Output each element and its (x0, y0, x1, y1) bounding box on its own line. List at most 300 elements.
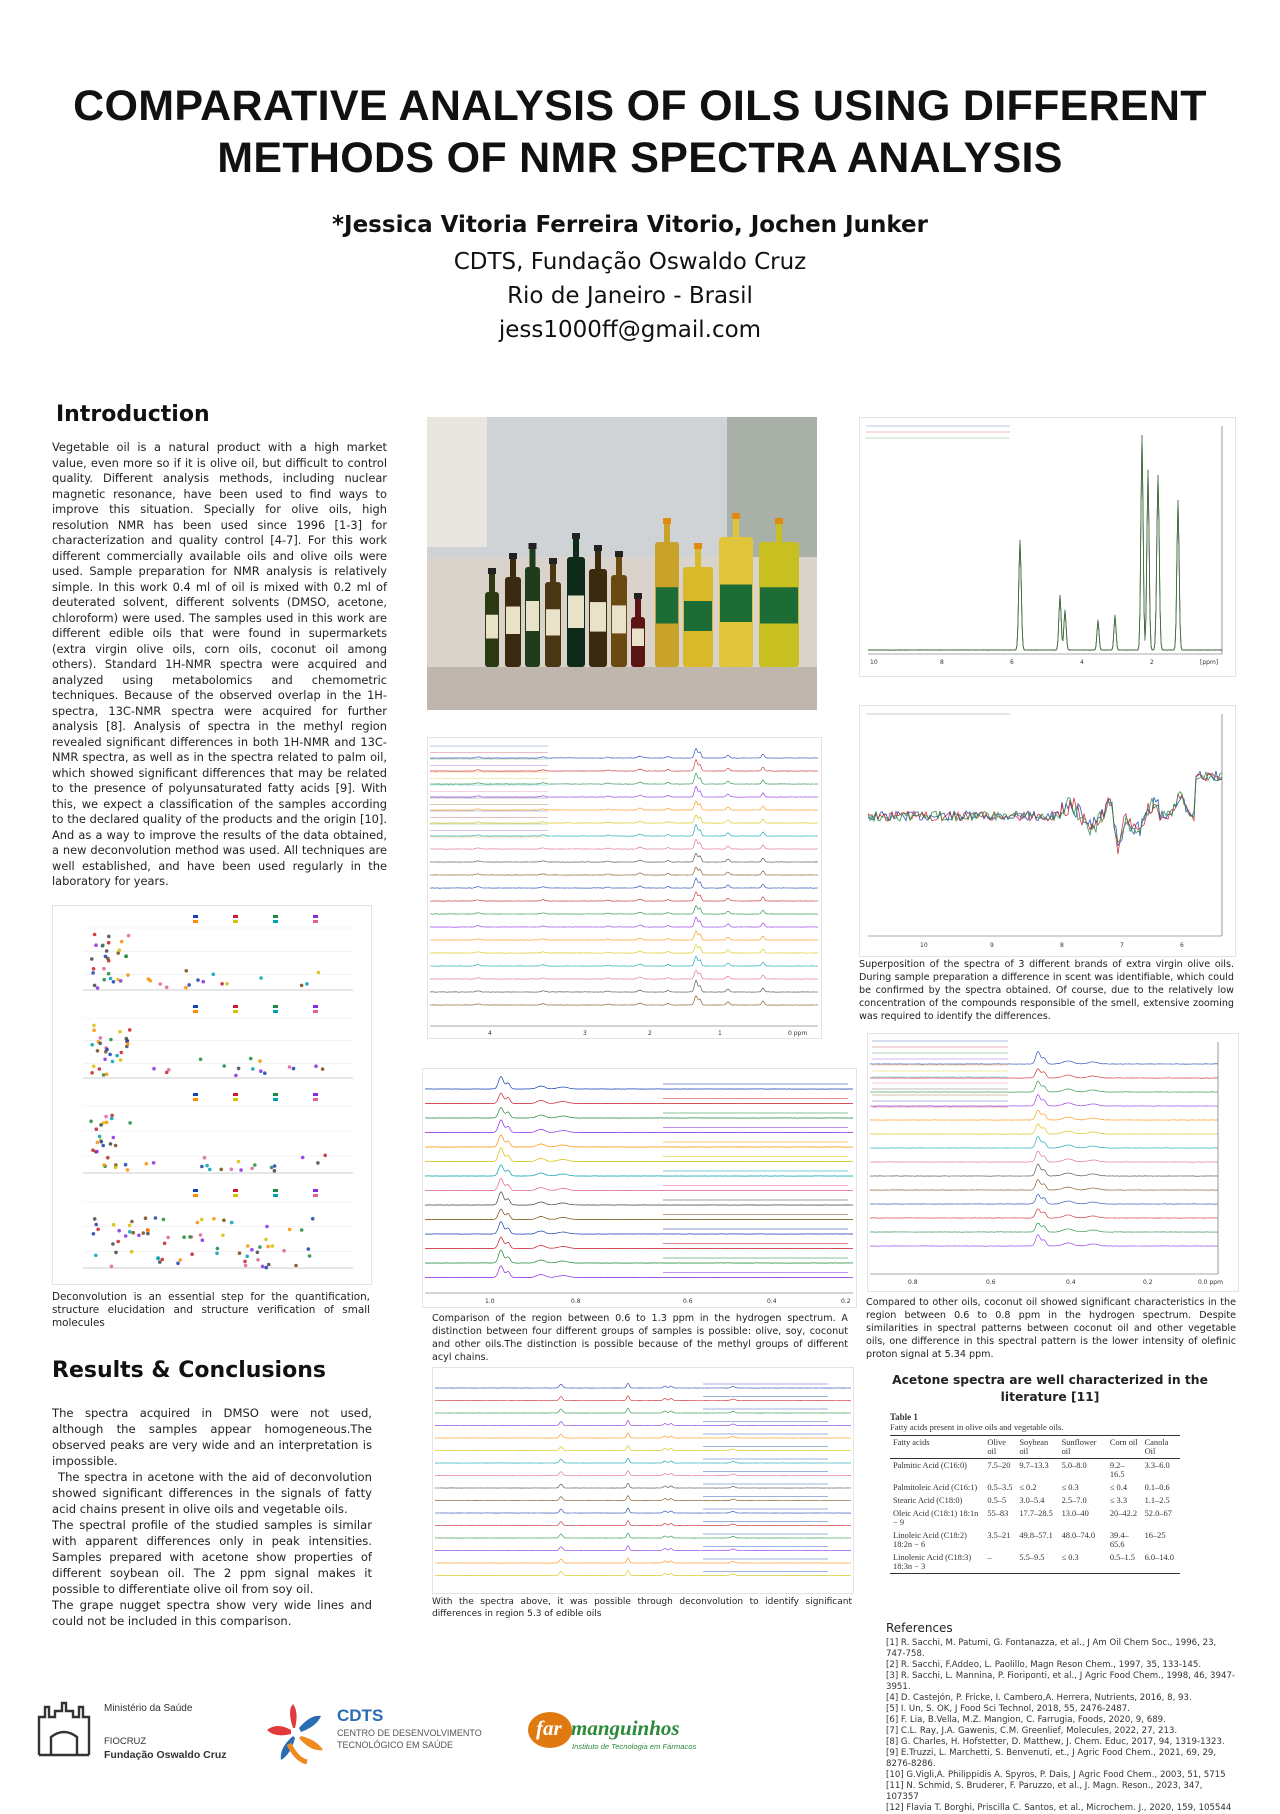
deconvolution-point (190, 1252, 194, 1256)
deconvolution-point (185, 969, 189, 973)
deconvolution-point (323, 1154, 327, 1158)
results-paragraph-1: The spectra acquired in DMSO were not used, although the samples appear homogeneous.The observed peaks are very wide and an interpretation is impossible. (52, 1406, 372, 1468)
deconvolution-point (114, 1166, 118, 1170)
ppm-tick-label: 0.6 (683, 1298, 693, 1305)
bottle-cap (775, 518, 783, 524)
bottle-label (568, 596, 584, 629)
table-cell: 5.0–8.0 (1061, 1461, 1087, 1470)
deconvolution-point (314, 1064, 318, 1068)
legend-swatch (233, 920, 238, 923)
deconvolution-point (178, 1258, 182, 1262)
deconvolution-point (116, 1240, 120, 1244)
legend-swatch (193, 1189, 198, 1192)
farmanguinhos-name: manguinhos (571, 1716, 680, 1740)
ppm-tick-label: 0.2 (841, 1298, 851, 1305)
deconvolution-point (162, 1218, 166, 1222)
region53-plot (433, 1368, 853, 1593)
ppm-tick-label: 0.2 (1143, 1279, 1153, 1286)
methyl-region-figure (422, 1068, 857, 1308)
coconut-trace (870, 1124, 1218, 1135)
deconvolution-point (108, 1053, 112, 1057)
deconvolution-point (102, 978, 106, 982)
coconut-trace (870, 1051, 1218, 1064)
deconvolution-point (203, 1156, 207, 1160)
table-cell: 17.7–28.5 (1019, 1509, 1053, 1518)
legend-swatch (273, 1098, 278, 1101)
results-paragraph-4: The grape nugget spectra show very wide lines and could not be included in this comparison. (52, 1598, 372, 1628)
reference-item: [5] I. Un, S. OK, J Food Sci Technol, 2018, 55, 2476-2487. (886, 1704, 1130, 1714)
deconvolution-point (102, 1073, 106, 1077)
results-paragraph-2: The spectra in acetone with the aid of deconvolution showed significant differences in the signals of fatty acid chains present in olive oils and vegetable oils. (52, 1470, 372, 1516)
contact-email: jess1000ff@gmail.com (498, 317, 762, 343)
bottle-cap (572, 533, 580, 539)
deconvolution-point (137, 1234, 141, 1238)
table-cell: 39.4–65.6 (1109, 1531, 1129, 1549)
region53-figure (432, 1367, 854, 1594)
cdts-label: CDTS (337, 1706, 384, 1725)
table-header-cell: Soybean oil (1016, 1436, 1058, 1459)
methyl-trace (425, 1192, 853, 1205)
deconvolution-point (114, 1144, 118, 1148)
deconvolution-point (321, 1067, 325, 1071)
deconvolution-point (144, 1216, 148, 1220)
legend-swatch (273, 1189, 278, 1192)
deconvolution-point (115, 1054, 119, 1058)
table-cell: 9.2–16.5 (1109, 1461, 1125, 1479)
reference-item: [3] R. Sacchi, L. Mannina, P. Fioriponti, et al., J Agric Food Chem., 1998, 46, 3947-3951. (886, 1671, 1236, 1692)
legend-swatch (193, 1005, 198, 1008)
deconvolution-point (120, 940, 124, 944)
methyl-trace (425, 1237, 853, 1249)
ppm-tick-label: 8 (1060, 942, 1064, 949)
deconvolution-point (119, 1058, 123, 1062)
coconut-trace (870, 1180, 1218, 1191)
deconvolution-point (249, 1057, 253, 1061)
table-cell: 0.5–3.5 (987, 1483, 1013, 1492)
full-spectrum-trace (868, 435, 1222, 650)
deconvolution-point (98, 1135, 102, 1139)
deconvolution-point (202, 980, 206, 984)
zoomed-spectrum-trace (868, 772, 1222, 842)
spectrum-trace (430, 945, 818, 954)
region53-caption: With the spectra above, it was possible through deconvolution to identify significant differences in region 5.3 of edible oils (432, 1597, 852, 1619)
table-cell: Palmitic Acid (C16:0) (893, 1461, 967, 1470)
deconvolution-point (128, 1224, 132, 1228)
deconvolution-point (94, 943, 98, 947)
deconvolution-point (222, 1218, 226, 1222)
table-cell: 2.5–7.0 (1061, 1496, 1087, 1505)
legend-swatch (233, 1189, 238, 1192)
results-paragraph-3: The spectral profile of the studied samples is similar with apparent differences only in peak intensities. Samples prepared with acetone show properties of different soybean oil. The 2 ppm signal makes it possible to differentiate olive oil from soy oil. (52, 1518, 372, 1596)
deconvolution-point (256, 1258, 260, 1262)
legend-swatch (313, 920, 318, 923)
table-cell: – (984, 1551, 1016, 1574)
spectrum-trace (430, 931, 818, 940)
deconvolution-point (119, 979, 123, 983)
deconvolution-point (263, 1071, 267, 1075)
title-line-1: COMPARATIVE ANALYSIS OF OILS USING DIFFERENT (73, 82, 1207, 130)
deconvolution-point (215, 1252, 219, 1256)
deconvolution-point (300, 1228, 304, 1232)
deconvolution-point (165, 986, 169, 990)
legend-swatch (313, 1093, 318, 1096)
deconvolution-point (230, 1221, 234, 1225)
table-header-cell: Sunflower oil (1059, 1436, 1107, 1459)
deconvolution-point (149, 979, 153, 983)
coconut-figure (867, 1033, 1239, 1292)
full-spectrum-plot (860, 418, 1235, 676)
bottle-cap (549, 558, 557, 564)
fiocruz-castle-icon (36, 1699, 92, 1757)
deconvolution-point (96, 1049, 100, 1053)
deconvolution-point (156, 1257, 160, 1261)
bottle-neck (530, 547, 536, 569)
table-cell: ≤ 0.3 (1059, 1551, 1107, 1574)
bottle-cap (529, 543, 537, 549)
table-title: Table 1 (890, 1412, 918, 1422)
table-row (890, 1459, 1180, 1482)
legend-swatch (313, 1189, 318, 1192)
legend-swatch (273, 1194, 278, 1197)
deconvolution-point (219, 1168, 223, 1172)
deconvolution-point (311, 1217, 315, 1221)
deconvolution-point (107, 972, 111, 976)
bottle-label (684, 601, 712, 631)
coconut-caption: Compared to other oils, coconut oil showed significant characteristics in the region between 0.6 to 0.8 ppm in the hydrogen spectrum. Despite similarities in spectral patterns between coconut oil and other vegetable oils, one difference in this spectral pattern is the lower intensity of olefinic proton signal at 5.34 ppm. (866, 1297, 1236, 1360)
methyl-trace (425, 1266, 853, 1278)
deconvolution-point (205, 1164, 209, 1168)
deconvolution-point (199, 1058, 203, 1062)
bottle-neck (510, 557, 516, 579)
methyl-trace (425, 1076, 853, 1089)
deconvolution-point (124, 1234, 128, 1238)
table-row (890, 1481, 1180, 1494)
methyl-trace (425, 1250, 853, 1263)
deconvolution-point (112, 1136, 116, 1140)
bottle-neck (550, 562, 556, 584)
table-cell: 20–42.2 (1109, 1509, 1138, 1518)
zoomed-superposition-figure (859, 705, 1236, 957)
deconvolution-caption: Deconvolution is an essential step for the quantification, structure elucidation and structure verification of small molecules (52, 1291, 370, 1329)
location: Rio de Janeiro - Brasil (507, 283, 753, 309)
deconvolution-point (91, 971, 95, 975)
table-cell: ≤ 3.3 (1109, 1496, 1128, 1505)
deconvolution-point (95, 1127, 99, 1131)
table-cell: 3.5–21 (987, 1531, 1011, 1540)
deconvolution-point (258, 1059, 262, 1063)
deconvolution-point (288, 1065, 292, 1069)
table-cell: ≤ 0.3 (1061, 1483, 1079, 1492)
coconut-trace (870, 1110, 1218, 1120)
table-cell: 6.0–14.0 (1142, 1551, 1180, 1574)
spectrum-trace (430, 980, 818, 992)
deconvolution-point (187, 983, 191, 987)
table-header-cell: Corn oil (1107, 1436, 1142, 1459)
bottle-label (506, 607, 520, 635)
table-caption: Fatty acids present in olive oils and vegetable oils. (890, 1422, 1064, 1432)
bottle-cap (509, 553, 517, 559)
oil-bottles-photo (427, 417, 817, 710)
reference-item: [9] E.Truzzi, L. Marchetti, S. Benvenuti, et., J Agric Food Chem., 2021, 69, 29, 8276-8286. (886, 1748, 1217, 1769)
deconvolution-point (112, 980, 116, 984)
legend-swatch (273, 915, 278, 918)
deconvolution-point (237, 1067, 241, 1071)
deconvolution-point (163, 1242, 167, 1246)
coconut-trace (870, 1194, 1218, 1204)
deconvolution-plots (53, 906, 371, 1284)
deconvolution-point (251, 1067, 255, 1071)
spectrum-trace (430, 878, 818, 888)
results-text (52, 1405, 372, 1629)
deconvolution-point (106, 1156, 110, 1160)
deconvolution-point (109, 1142, 113, 1146)
deconvolution-point (239, 1168, 243, 1172)
methyl-trace (425, 1135, 853, 1147)
reference-item: [7] C.L. Ray, J.A. Gawenis, C.M. Greenlief, Molecules, 2022, 27, 213. (886, 1726, 1178, 1736)
deconvolution-point (292, 1067, 296, 1071)
legend-swatch (233, 1098, 238, 1101)
legend-swatch (273, 920, 278, 923)
deconvolution-point (100, 1140, 104, 1144)
legend-swatch (273, 1005, 278, 1008)
coconut-trace (870, 1081, 1218, 1092)
deconvolution-point (265, 1225, 269, 1229)
deconvolution-figure (52, 905, 372, 1285)
reference-item: [6] F. Lia, B.Vella, M.Z. Mangion, C. Farrugia, Foods, 2020, 9, 689. (886, 1715, 1166, 1725)
table-cell: 0.5–5 (987, 1496, 1007, 1505)
cdts-flower-icon (263, 1700, 329, 1764)
table-body (890, 1459, 1180, 1574)
coconut-trace (870, 1209, 1218, 1219)
spectrum-trace (430, 867, 818, 875)
deconvolution-point (89, 1120, 93, 1124)
ppm-tick-label: 4 (1080, 659, 1084, 666)
deconvolution-point (111, 1060, 115, 1064)
deconvolution-point (90, 1071, 94, 1075)
deconvolution-point (244, 1264, 248, 1268)
ppm-tick-label: 0.4 (1066, 1279, 1076, 1286)
deconvolution-point (237, 1160, 241, 1164)
deconvolution-point (267, 1263, 271, 1267)
bottle-label (720, 585, 752, 623)
coconut-trace (870, 1164, 1218, 1176)
ppm-tick-label: 0.8 (571, 1298, 581, 1305)
deconvolution-point (160, 1258, 164, 1262)
legend-swatch (313, 1005, 318, 1008)
legend-swatch (193, 920, 198, 923)
deconvolution-point (246, 1244, 250, 1248)
deconvolution-point (222, 1064, 226, 1068)
cdts-line-1: CENTRO DE DESENVOLVIMENTO (337, 1728, 482, 1738)
deconvolution-point (300, 984, 304, 988)
bottle-label (546, 609, 560, 635)
ppm-tick-label: 4 (488, 1030, 492, 1037)
spectrum-trace (430, 853, 818, 862)
deconvolution-point (105, 1073, 109, 1077)
deconvolution-point (105, 1121, 109, 1125)
deconvolution-point (126, 1042, 130, 1046)
legend-swatch (193, 915, 198, 918)
spectrum-trace (430, 815, 818, 823)
table-row (890, 1494, 1180, 1507)
deconvolution-point (93, 933, 97, 937)
institution: CDTS, Fundação Oswaldo Cruz (453, 249, 807, 275)
bottle-cap (615, 551, 623, 557)
deconvolution-point (92, 1232, 96, 1236)
table-cell: Linolenic Acid (C18:3) 18:3n − 3 (890, 1551, 984, 1574)
deconvolution-point (103, 1058, 107, 1062)
bottle-neck (776, 522, 782, 544)
olive-superposition-caption: Superposition of the spectra of 3 different brands of extra virgin olive oils. During sample preparation a difference in scent was identifiable, which could be confirmed by the spectra obtained. Of course, due to the relatively low concentration of the compounds responsible of the smell, extensive zooming was required to identify the differences. (859, 959, 1234, 1022)
bottle-cap (594, 545, 602, 551)
deconvolution-point (127, 934, 131, 938)
bottle-label (526, 601, 539, 631)
spectrum-trace (430, 892, 818, 901)
reference-item: [12] Flavia T. Borghi, Priscilla C. Santos, et al., Microchem. J., 2020, 159, 105544 (886, 1803, 1232, 1813)
deconvolution-point (105, 949, 109, 953)
table-cell: 48.0–74.0 (1061, 1531, 1096, 1540)
bottle-cap (694, 543, 702, 549)
deconvolution-point (146, 1232, 150, 1236)
legend-swatch (273, 1010, 278, 1013)
zoomed-spectrum-trace (868, 771, 1222, 845)
table-cell: Oleic Acid (C18:1) 18:1n − 9 (893, 1509, 979, 1527)
deconvolution-point (117, 1229, 121, 1233)
deconvolution-point (93, 1217, 97, 1221)
reference-item: [1] R. Sacchi, M. Patumi, G. Fontanazza, et al., J Am Oil Chem Soc., 1996, 23, 747-758. (886, 1638, 1217, 1659)
deconvolution-point (288, 1228, 292, 1232)
deconvolution-point (131, 1231, 135, 1235)
coconut-trace (870, 1151, 1218, 1162)
legend-swatch (233, 1194, 238, 1197)
table-cell: 3.3–6.0 (1144, 1461, 1170, 1470)
authors: *Jessica Vitoria Ferreira Vitorio, Jochen Junker (332, 212, 928, 238)
ppm-tick-label: 0.4 (767, 1298, 777, 1305)
table-header-cell: Fatty acids (890, 1436, 984, 1459)
deconvolution-point (118, 949, 122, 953)
deconvolution-point (102, 1163, 106, 1167)
ppm-tick-label: 7 (1120, 942, 1124, 949)
legend-swatch (193, 1194, 198, 1197)
farmanguinhos-subtitle: Instituto de Tecnologia em Fármacos (572, 1742, 697, 1751)
ppm-tick-label: 2 (1150, 659, 1154, 666)
deconvolution-point (243, 1260, 247, 1264)
deconvolution-point (253, 1163, 257, 1167)
deconvolution-point (96, 1228, 100, 1232)
ppm-tick-label: [ppm] (1200, 659, 1219, 666)
table-cell: Palmitoleic Acid (C16:1) (893, 1483, 978, 1492)
farmanguinhos-prefix: far (536, 1716, 562, 1740)
deconvolution-point (316, 1161, 320, 1165)
deconvolution-point (101, 944, 105, 948)
deconvolution-point (130, 1220, 134, 1224)
table-header-row (890, 1436, 1180, 1459)
ppm-tick-label: 9 (990, 942, 994, 949)
table-row (890, 1551, 1180, 1574)
title-line-2: METHODS OF NMR SPECTRA ANALYSIS (217, 134, 1063, 182)
deconvolution-point (130, 1250, 134, 1254)
reference-item: [10] G.Vigli,A. Philippidis A. Spyros, P. Dais, J Agric Food Chem., 2003, 51, 5715 (886, 1770, 1226, 1780)
deconvolution-point (90, 957, 94, 961)
deconvolution-point (200, 1165, 204, 1169)
deconvolution-point (307, 1247, 311, 1251)
references-heading: References (886, 1621, 953, 1635)
deconvolution-point (273, 1169, 277, 1173)
deconvolution-point (199, 1233, 203, 1237)
legend-swatch (193, 1010, 198, 1013)
deconvolution-point (114, 1251, 118, 1255)
oil-bottles-illustration (427, 417, 817, 710)
stacked-spectra-plot (428, 738, 821, 1038)
introduction-heading: Introduction (56, 402, 210, 427)
stacked-spectra-figure (427, 737, 822, 1039)
legend-swatch (193, 1093, 198, 1096)
deconvolution-point (308, 1254, 312, 1258)
deconvolution-point (264, 1266, 268, 1270)
deconvolution-point (301, 1156, 305, 1160)
legend-swatch (273, 1093, 278, 1096)
ppm-tick-label: 3 (583, 1030, 587, 1037)
bottle-neck (635, 597, 641, 619)
table-cell: 52.0–67 (1144, 1509, 1172, 1518)
bottle-label (612, 605, 626, 633)
spectrum-trace (430, 839, 818, 849)
deconvolution-point (98, 1042, 102, 1046)
deconvolution-point (142, 1231, 146, 1235)
deconvolution-point (105, 1048, 109, 1052)
ppm-tick-label: 1.0 (485, 1298, 495, 1305)
bottle-label (632, 629, 644, 647)
poster-title (60, 80, 1220, 184)
methyl-trace (425, 1147, 853, 1161)
fatty-acids-table (890, 1412, 1180, 1574)
table-cell: 49.8–57.1 (1019, 1531, 1053, 1540)
acetone-heading: Acetone spectra are well characterized in the literature [11] (892, 1373, 1208, 1404)
deconvolution-point (167, 1068, 171, 1072)
deconvolution-point (112, 1223, 116, 1227)
references-list (886, 1638, 1236, 1814)
introduction-text: Vegetable oil is a natural product with a high market value, even more so if it is olive oil, but difficult to control quality. Different analysis methods, including nuclear magnetic resonance, have been used to find ways to improve this situation. Specially for olive oils, high resolution NMR has been used since 1996 [1-3] for characterization and quality control [4-7]. For this work different commercially available oils and olive oils were used. Sample preparation for NMR analysis is relatively simple. In this work 0.4 ml of oil is mixed with 0.2 ml of deuterated solvent, different solvents (DMSO, acetone, chloroform) were used. The samples used in this work are different edible oils that were found in supermarkets (extra virgin olive oils, corn oils, coconut oil among others). Standard 1H-NMR spectra were acquired and analyzed using metabolomics and chemometric techniques. Because of the observed overlap in the 1H-spectra, 13C-NMR spectra were acquired for further analysis [8]. Analysis of spectra in the methyl region revealed significant differences in both 1H-NMR and 13C-NMR spectra, as well as in the spectra related to palm oil, which showed significant differences that may be related to the presence of polyunsaturated fatty acids [9]. With this, we expect a classification of the samples according to the declared quality of the products and the origin [10]. And as a way to improve the results of the data obtained, a new deconvolution method was used. All techniques are well established, and have been used regularly in the laboratory for years. (52, 440, 387, 888)
ppm-tick-label: 0.8 (908, 1279, 918, 1286)
deconvolution-point (102, 967, 106, 971)
bottle-cap (732, 513, 740, 519)
deconvolution-point (94, 1223, 98, 1227)
deconvolution-point (104, 1115, 108, 1119)
deconvolution-point (99, 1123, 103, 1127)
coconut-region-plot (868, 1034, 1238, 1291)
deconvolution-point (145, 1162, 149, 1166)
deconvolution-point (109, 977, 113, 981)
ppm-tick-label: 0.0 ppm (1198, 1279, 1223, 1286)
zoomed-superposition-plot (860, 706, 1235, 956)
deconvolution-point (264, 1238, 268, 1242)
deconvolution-point (152, 1067, 156, 1071)
deconvolution-point (282, 1249, 286, 1253)
methyl-region-caption: Comparison of the region between 0.6 to 1.3 ppm in the hydrogen spectrum. A distinction between four different groups of samples is possible: olive, soy, coconut and other oils.The distinction is possible because of the methyl groups of different acyl chains. (432, 1313, 848, 1363)
deconvolution-point (158, 1260, 162, 1264)
deconvolution-point (110, 1265, 114, 1269)
reference-item: [11] N. Schmid, S. Bruderer, F. Paruzzo, et al., J. Magn. Reson., 2023, 347, 107357 (886, 1781, 1203, 1802)
deconvolution-point (196, 978, 200, 982)
coconut-trace (870, 1136, 1218, 1148)
deconvolution-point (216, 1247, 220, 1251)
spectrum-trace (430, 917, 818, 927)
deconvolution-point (125, 1037, 129, 1041)
deconvolution-point (104, 955, 108, 959)
bottle-cap (634, 593, 642, 599)
spectrum-trace (430, 970, 818, 979)
deconvolution-point (258, 1245, 262, 1249)
